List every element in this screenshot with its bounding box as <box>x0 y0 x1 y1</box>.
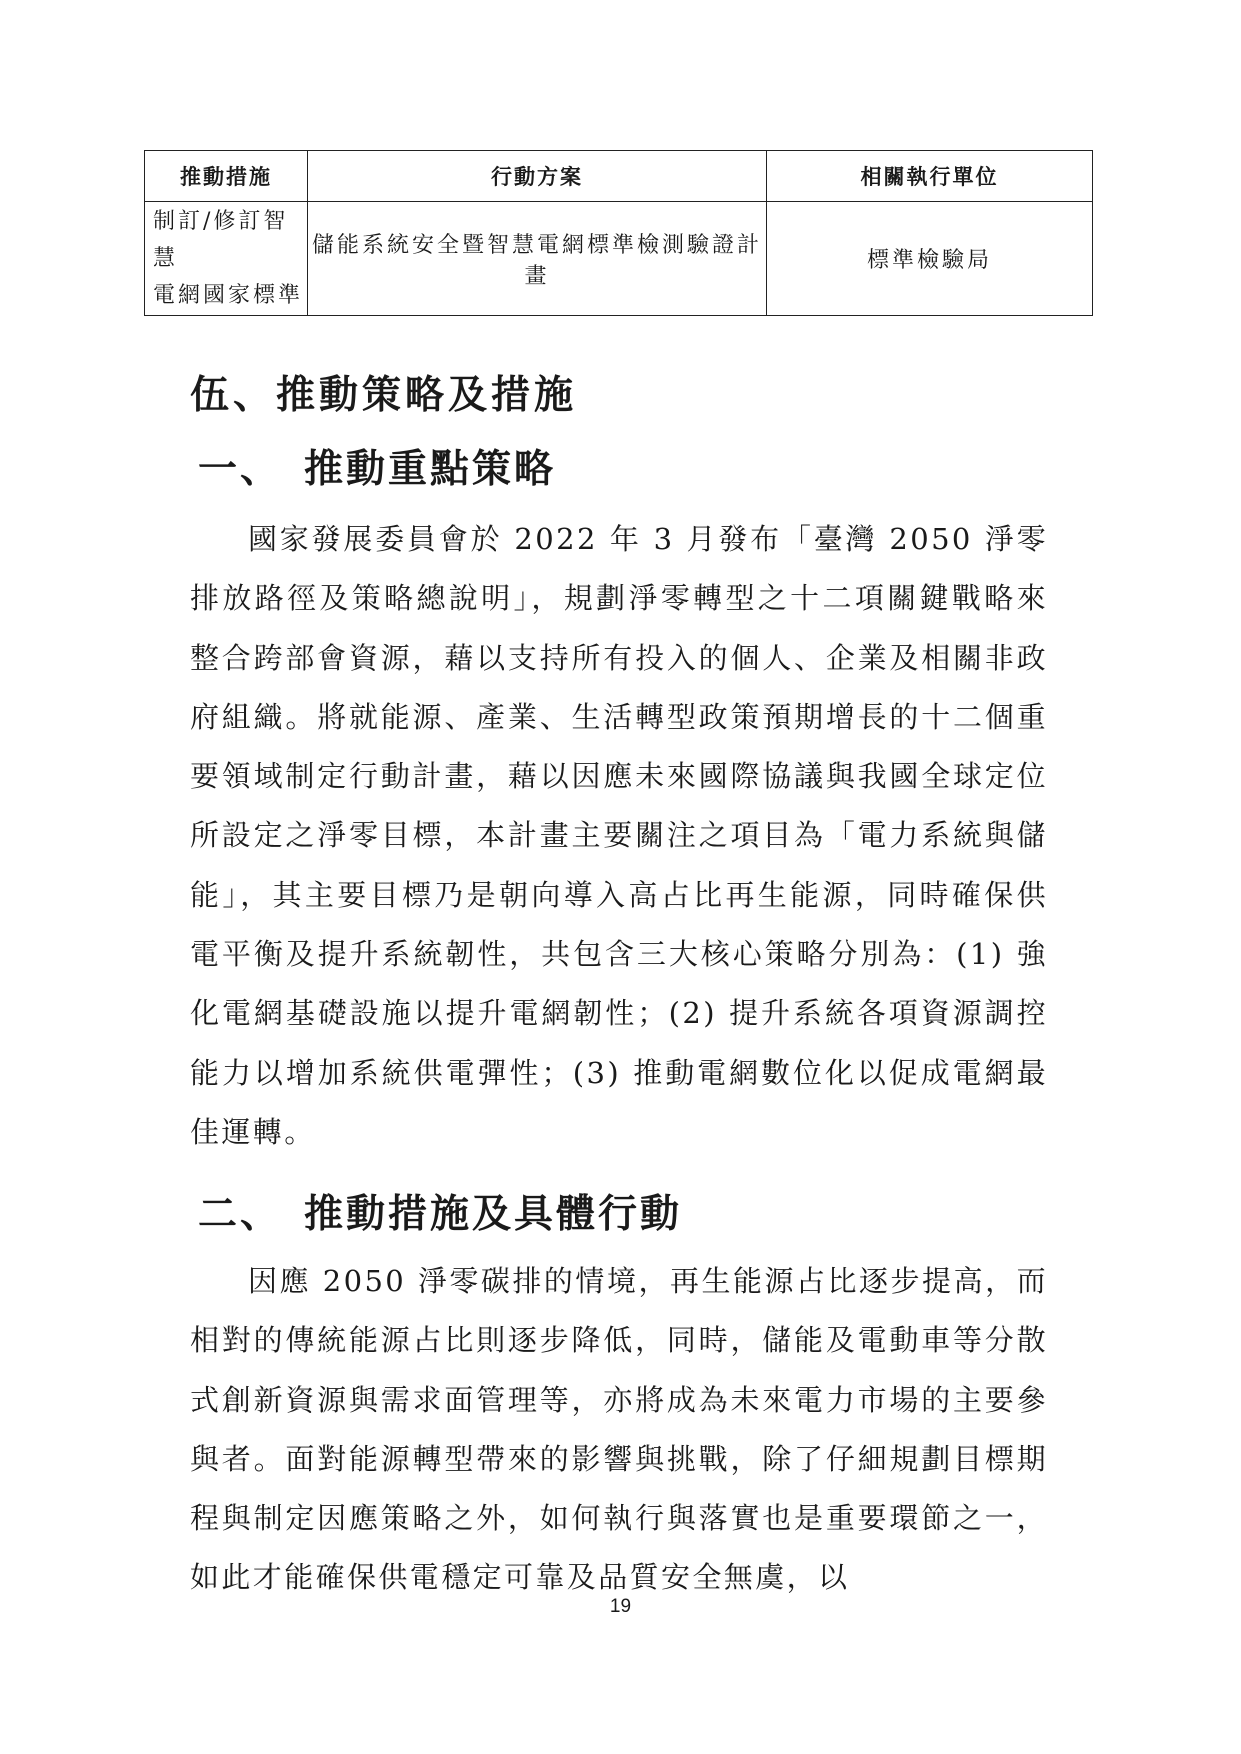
cell-measure-line1: 制訂/修訂智慧 <box>153 209 289 271</box>
cell-unit: 標準檢驗局 <box>767 202 1093 316</box>
subsection-number-1: 一、 <box>198 447 283 492</box>
header-measure: 推動措施 <box>145 151 308 202</box>
measures-table-container <box>144 150 1092 316</box>
section-title: 伍、推動策略及措施 <box>190 373 578 418</box>
cell-action: 儲能系統安全暨智慧電網標準檢測驗證計畫 <box>308 202 767 316</box>
subsection-title-2: 推動措施及具體行動 <box>304 1192 683 1237</box>
header-action: 行動方案 <box>308 151 767 202</box>
table-header-row <box>145 151 1093 202</box>
subsection-number-2: 二、 <box>198 1192 283 1237</box>
subsection-heading-2 <box>198 1183 682 1239</box>
measures-table <box>144 150 1093 316</box>
cell-measure-line2: 電網國家標準 <box>153 283 304 308</box>
cell-measure <box>145 202 308 316</box>
paragraph-measures: 因應 2050 淨零碳排的情境，再生能源占比逐步提高，而相對的傳統能源占比則逐步降低，同時，儲能及電動車等分散式創新資源與需求面管理等，亦將成為未來電力市場的主要參與者。面對能源轉型帶來的影響與挑戰，除了仔細規劃目標期程與制定因應策略之外，如何執行與落實也是重要環節之一，如此才能確保供電穩定可靠及品質安全無虞，以 <box>190 1264 1048 1595</box>
subsection-heading-1 <box>198 438 556 494</box>
page-number: 19 <box>609 1596 632 1617</box>
subsection-title-1: 推動重點策略 <box>304 447 557 492</box>
table-row <box>145 202 1093 316</box>
header-unit: 相關執行單位 <box>767 151 1093 202</box>
paragraph-strategy: 國家發展委員會於 2022 年 3 月發布「臺灣 2050 淨零排放路徑及策略總說明」，規劃淨零轉型之十二項關鍵戰略來整合跨部會資源，藉以支持所有投入的個人、企業及相關非政府組織。將就能源、產業、生活轉型政策預期增長的十二個重要領域制定行動計畫，藉以因應未來國際協議與我國全球定位所設定之淨零目標，本計畫主要關注之項目為「電力系統與儲能」，其主要目標乃是朝向導入高占比再生能源，同時確保供電平衡及提升系統韌性，共包含三大核心策略分別為：(1) 強化電網基礎設施以提升電網韌性；(2) 提升系統各項資源調控能力以增加系統供電彈性；(3) 推動電網數位化以促成電網最佳運轉。 <box>190 522 1048 1149</box>
